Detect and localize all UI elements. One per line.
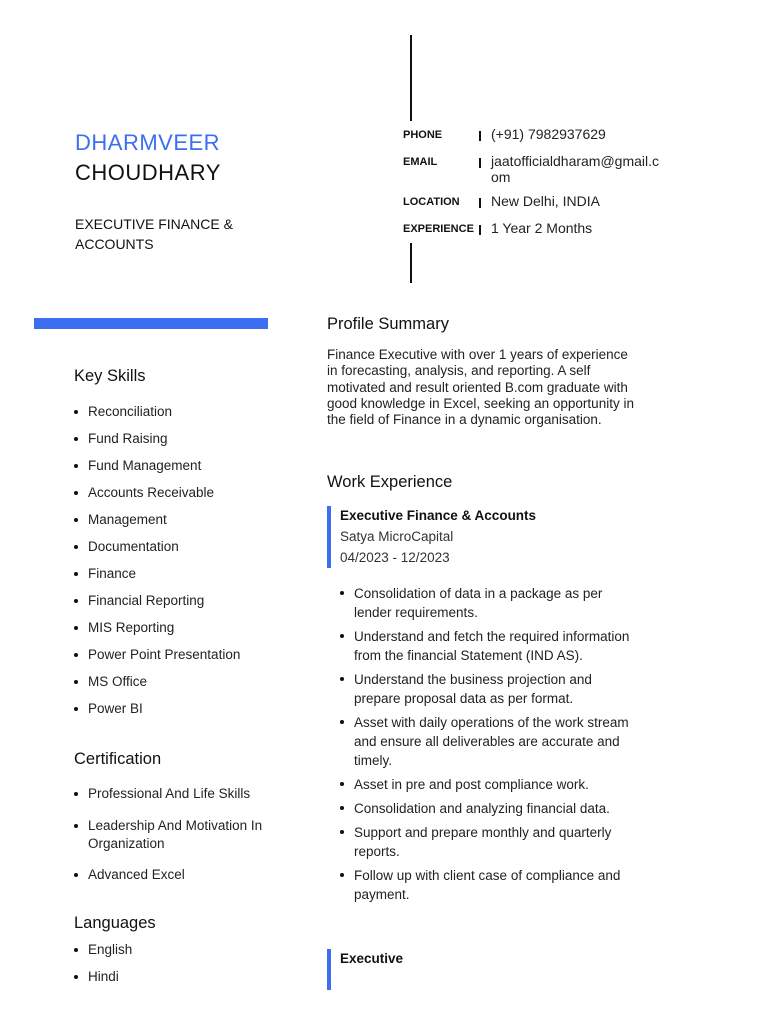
location-value: New Delhi, INDIA — [491, 193, 600, 209]
job-accent-bar — [327, 506, 331, 568]
duty-item: Support and prepare monthly and quarterly reports. — [340, 823, 640, 861]
first-name: DHARMVEER — [75, 130, 221, 155]
skill-item: Finance — [74, 565, 294, 592]
profile-summary-heading: Profile Summary — [327, 315, 449, 333]
duty-item: Understand the business projection and prepare proposal data as per format. — [340, 670, 640, 708]
certification-item: Leadership And Motivation In Organization — [74, 817, 274, 853]
language-item: Hindi — [74, 968, 274, 995]
contact-email — [403, 153, 661, 185]
experience-value: 1 Year 2 Months — [491, 220, 593, 236]
contact-divider-top — [410, 35, 412, 121]
email-value: jaatofficialdharam@gmail.com — [491, 153, 660, 185]
languages-heading: Languages — [74, 914, 156, 932]
contact-label: LOCATION — [403, 196, 460, 208]
skill-item: Fund Raising — [74, 430, 294, 457]
contact-separator — [479, 158, 481, 168]
phone-value: (+91) 7982937629 — [491, 126, 606, 142]
certification-item: Advanced Excel — [74, 866, 274, 884]
contact-separator — [479, 198, 481, 208]
duty-item: Understand and fetch the required information from the financial Statement (IND AS). — [340, 627, 640, 665]
skill-item: MS Office — [74, 673, 294, 700]
job-role: Executive Finance & Accounts — [340, 508, 537, 523]
contact-label: EMAIL — [403, 156, 438, 168]
duty-item: Follow up with client case of compliance and payment. — [340, 866, 640, 904]
skill-item: Documentation — [74, 538, 294, 565]
certification-item: Professional And Life Skills — [74, 785, 274, 803]
certification-heading: Certification — [74, 750, 162, 768]
job-title: EXECUTIVE FINANCE & ACCOUNTS — [75, 216, 233, 252]
skill-item: Accounts Receivable — [74, 484, 294, 511]
duty-item: Consolidation and analyzing financial data. — [340, 799, 640, 818]
skill-item: Reconciliation — [74, 403, 294, 430]
skills-list — [74, 403, 294, 727]
skill-item: Power Point Presentation — [74, 646, 294, 673]
job-accent-bar — [327, 949, 331, 990]
duty-item: Asset with daily operations of the work stream and ensure all deliverables are accurate and timely. — [340, 713, 640, 770]
work-experience-heading: Work Experience — [327, 473, 453, 491]
duty-item: Asset in pre and post compliance work. — [340, 775, 640, 794]
skill-item: Management — [74, 511, 294, 538]
profile-summary-text: Finance Executive with over 1 years of experience in forecasting, analysis, and reporting. A self motivated and result oriented B.com graduate with good knowledge in Excel, seeking an opportunity in the field of Finance in a dynamic organisation. — [327, 347, 634, 428]
skill-item: Fund Management — [74, 457, 294, 484]
job-dates: 04/2023 - 12/2023 — [340, 550, 450, 565]
contact-divider-bottom — [410, 243, 412, 283]
contact-location — [403, 193, 671, 209]
contact-label: EXPERIENCE — [403, 223, 474, 235]
skill-item: MIS Reporting — [74, 619, 294, 646]
contact-separator — [479, 225, 481, 235]
key-skills-heading: Key Skills — [74, 367, 146, 385]
job-company: Satya MicroCapital — [340, 529, 454, 544]
skill-item: Financial Reporting — [74, 592, 294, 619]
duty-item: Consolidation of data in a package as per lender requirements. — [340, 584, 640, 622]
languages-list — [74, 941, 274, 995]
certification-list — [74, 785, 274, 884]
language-item: English — [74, 941, 274, 968]
job-duties-list — [340, 584, 640, 909]
skill-item: Power BI — [74, 700, 294, 727]
contact-label: PHONE — [403, 129, 443, 141]
contact-phone — [403, 126, 671, 142]
last-name: CHOUDHARY — [75, 160, 221, 185]
contact-separator — [479, 131, 481, 141]
accent-bar — [34, 318, 268, 329]
contact-experience — [403, 220, 671, 236]
job-role: Executive — [340, 951, 404, 966]
job-entry — [340, 506, 640, 568]
